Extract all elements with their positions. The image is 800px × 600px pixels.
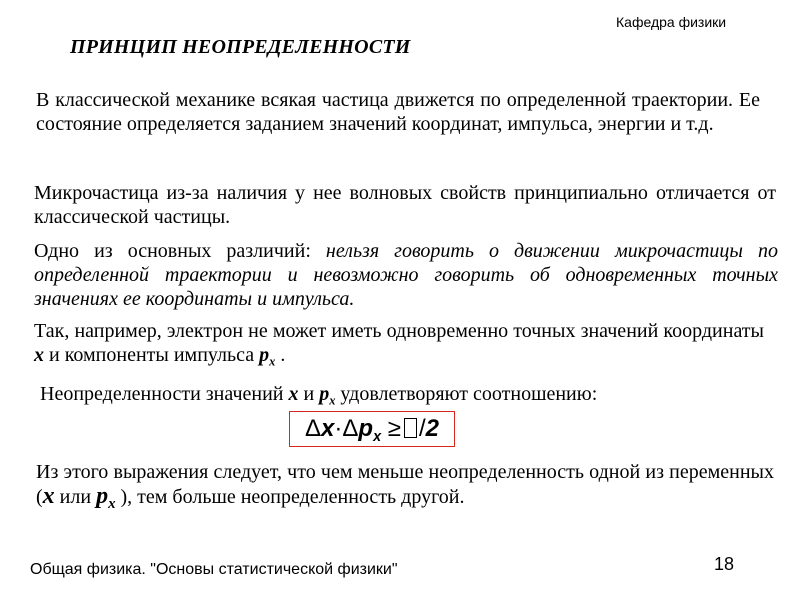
paragraph-electron-example: Так, например, электрон не может иметь одновременно точных значений координаты x и компоненты импульса $p_x$ .	[34, 320, 764, 369]
symbol-p: p	[259, 344, 270, 366]
department-label: Кафедра физики	[616, 14, 727, 30]
formula-delta: Δ	[305, 415, 322, 442]
symbol-px	[319, 383, 336, 408]
paragraph-conclusion	[36, 460, 774, 513]
paragraph-text: или	[59, 486, 92, 508]
symbol-x: x	[42, 483, 55, 509]
formula-two: 2	[425, 415, 439, 442]
paragraph-text: Одно из основных различий:	[34, 240, 311, 262]
footer-course-title: Общая физика. "Основы статистической физики"	[30, 561, 398, 578]
symbol-px	[259, 344, 276, 369]
formula-delta: Δ	[342, 415, 359, 442]
formula-geq: ≥	[387, 415, 401, 442]
formula-subscript-x: x	[373, 429, 382, 446]
heisenberg-formula-box	[289, 411, 455, 447]
paragraph-text: Микрочастица из-за наличия у нее волновых свойств принципиально отличается от классической частицы.	[34, 182, 776, 228]
formula-dot: ·	[334, 415, 343, 442]
paragraph-text: и компоненты импульса	[49, 344, 255, 366]
paragraph-text: Из этого выражения следует, что чем меньше неопределенность одной из переменных (	[36, 461, 774, 508]
paragraph-text: ), тем больше неопределенность другой.	[120, 486, 465, 508]
symbol-subscript-x: x	[269, 354, 276, 369]
symbol-subscript-x: x	[329, 393, 336, 408]
paragraph-main-difference	[34, 239, 778, 311]
paragraph-italic-text: нельзя говорить о движении микрочастицы по определенной траектории и невозможно говорить об одновременных точных значениях ее координаты и импульса.	[34, 240, 778, 310]
formula-x: x	[321, 415, 335, 442]
symbol-px	[96, 483, 116, 513]
formula-p: p	[358, 415, 374, 442]
paragraph-microparticle	[34, 181, 776, 229]
paragraph-text: Неопределенности значений	[40, 383, 284, 405]
slide-title: ПРИНЦИП НЕОПРЕДЕЛЕННОСТИ	[70, 36, 411, 58]
symbol-p: p	[319, 383, 330, 405]
hbar-placeholder-icon	[404, 418, 417, 438]
formula-slash: /	[418, 415, 426, 442]
paragraph-text: В классической механике всякая частица движется по определенной траектории. Ее состояние определяется заданием значений координат, импульса, энергии и т.д.	[36, 89, 760, 135]
paragraph-text: удовлетворяют соотношению:	[340, 383, 598, 405]
page-number: 18	[714, 554, 735, 574]
symbol-p: p	[96, 483, 109, 509]
paragraph-text: Так, например, электрон не может иметь одновременно точных значений координаты	[34, 320, 764, 342]
paragraph-uncertainty-relation	[40, 382, 760, 406]
paragraph-text: и	[303, 383, 315, 405]
symbol-x: x	[288, 383, 299, 405]
symbol-x: x	[34, 344, 44, 366]
symbol-subscript-x: x	[108, 496, 116, 513]
paragraph-classical-mechanics	[36, 88, 760, 136]
